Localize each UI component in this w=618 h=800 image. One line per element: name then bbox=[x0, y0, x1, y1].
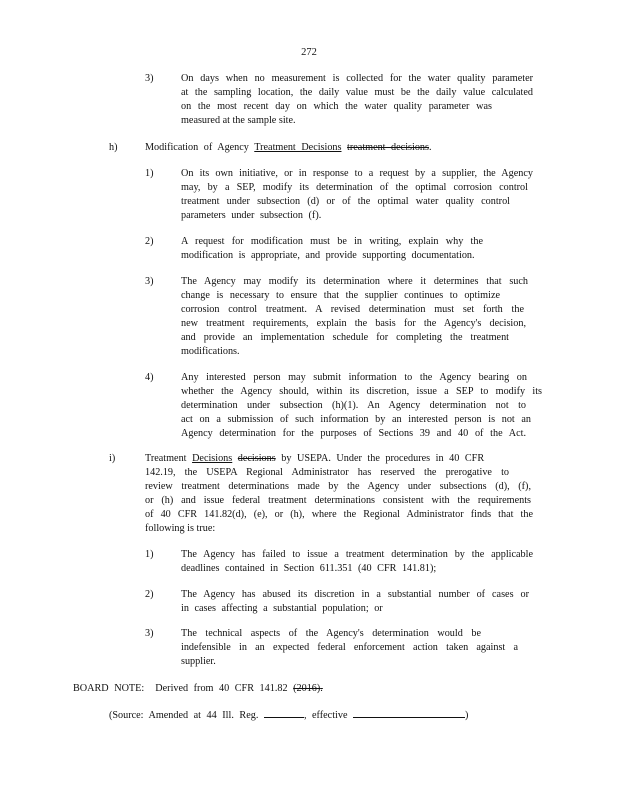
paragraph-line: parameters under subsection (f). bbox=[181, 210, 322, 221]
paragraph-line: Any interested person may submit information to the Agency bearing on bbox=[181, 372, 527, 383]
effective-date-blank bbox=[353, 707, 465, 718]
item-number: 3) bbox=[145, 276, 154, 287]
paragraph-line: change is necessary to ensure that the supplier continues to optimize bbox=[181, 290, 500, 301]
paragraph-line: The Agency has abused its discretion in a substantial number of cases or bbox=[181, 589, 529, 600]
paragraph-line: in cases affecting a substantial population; or bbox=[181, 603, 383, 614]
section-heading bbox=[145, 141, 432, 155]
paragraph-line: modifications. bbox=[181, 346, 240, 357]
item-number: 2) bbox=[145, 589, 154, 600]
board-note-end: . bbox=[320, 683, 323, 694]
heading-text: Treatment bbox=[145, 453, 193, 464]
heading-end: . bbox=[428, 142, 432, 153]
paragraph-line: Agency determination for the purposes of Sections 39 and 40 of the Act. bbox=[181, 428, 526, 439]
paragraph-line: The Agency may modify its determination where it determines that such bbox=[181, 276, 528, 287]
deleted-text: decisions bbox=[237, 453, 276, 464]
paragraph-line: corrosion control treatment. A revised determination must set forth the bbox=[181, 304, 524, 315]
heading-end: by USEPA. Under the procedures in 40 CFR bbox=[275, 453, 485, 464]
paragraph-line: The Agency has failed to issue a treatment determination by the applicable bbox=[181, 549, 533, 560]
paragraph-line: On days when no measurement is collected for the water quality parameter bbox=[181, 73, 533, 84]
item-number: 1) bbox=[145, 168, 154, 179]
paragraph-line: whether the Agency should, within its discretion, issue a SEP to modify its bbox=[181, 386, 542, 397]
inserted-text: Decisions bbox=[192, 453, 233, 464]
paragraph-line: new treatment requirements, explain the basis for the Agency's decision, bbox=[181, 318, 526, 329]
paragraph-line: review treatment determinations made by the Agency under subsections (d), (f), bbox=[145, 481, 531, 492]
page-number: 272 bbox=[301, 47, 317, 58]
inserted-text: Treatment Decisions bbox=[254, 142, 342, 153]
deleted-text: treatment decisions bbox=[347, 142, 429, 153]
paragraph-line: treatment under subsection (d) or of the optimal water quality control bbox=[181, 196, 510, 207]
section-letter: h) bbox=[109, 142, 118, 153]
board-note-label: BOARD NOTE: bbox=[73, 683, 145, 694]
paragraph-line: deadlines contained in Section 611.351 (40 CFR 141.81); bbox=[181, 563, 437, 574]
paragraph-line: and provide an implementation schedule for completing the treatment bbox=[181, 332, 509, 343]
item-number: 4) bbox=[145, 372, 154, 383]
register-page-blank bbox=[264, 707, 304, 718]
heading-text: Modification of Agency bbox=[145, 142, 255, 153]
board-note bbox=[73, 682, 323, 696]
paragraph-line: of 40 CFR 141.82(d), (e), or (h), where the Regional Administrator finds that the bbox=[145, 509, 533, 520]
deleted-text: (2016) bbox=[293, 683, 321, 694]
source-effective-text: , effective bbox=[303, 710, 348, 721]
paragraph-line: at the sampling location, the daily value must be the daily value calculated bbox=[181, 87, 533, 98]
paragraph-line: measured at the sample site. bbox=[181, 115, 296, 126]
item-number: 3) bbox=[145, 73, 154, 84]
section-heading bbox=[145, 452, 484, 466]
paragraph-line: The technical aspects of the Agency's determination would be bbox=[181, 628, 481, 639]
paragraph-line: may, by a SEP, modify its determination of the optimal corrosion control bbox=[181, 182, 528, 193]
section-letter: i) bbox=[109, 453, 116, 464]
paragraph-line: indefensible in an expected federal enforcement action taken against a bbox=[181, 642, 518, 653]
paragraph-line: determination under subsection (h)(1). An Agency determination not to bbox=[181, 400, 526, 411]
paragraph-line: supplier. bbox=[181, 656, 216, 667]
paragraph-line: following is true: bbox=[145, 523, 216, 534]
paragraph-line: act on a submission of such information by an interested person is not an bbox=[181, 414, 531, 425]
paragraph-line: on the most recent day on which the water quality parameter was bbox=[181, 101, 492, 112]
source-note bbox=[109, 707, 468, 723]
item-number: 3) bbox=[145, 628, 154, 639]
source-end: ) bbox=[465, 710, 469, 721]
paragraph-line: On its own initiative, or in response to a request by a supplier, the Agency bbox=[181, 168, 533, 179]
paragraph-line: 142.19, the USEPA Regional Administrator has reserved the prerogative to bbox=[145, 467, 509, 478]
source-text: (Source: Amended at 44 Ill. Reg. bbox=[109, 710, 259, 721]
item-number: 1) bbox=[145, 549, 154, 560]
paragraph-line: or (h) and issue federal treatment determinations consistent with the requirements bbox=[145, 495, 531, 506]
paragraph-line: modification is appropriate, and provide supporting documentation. bbox=[181, 250, 475, 261]
board-note-text: Derived from 40 CFR 141.82 bbox=[155, 683, 288, 694]
item-number: 2) bbox=[145, 236, 154, 247]
paragraph-line: A request for modification must be in writing, explain why the bbox=[181, 236, 483, 247]
